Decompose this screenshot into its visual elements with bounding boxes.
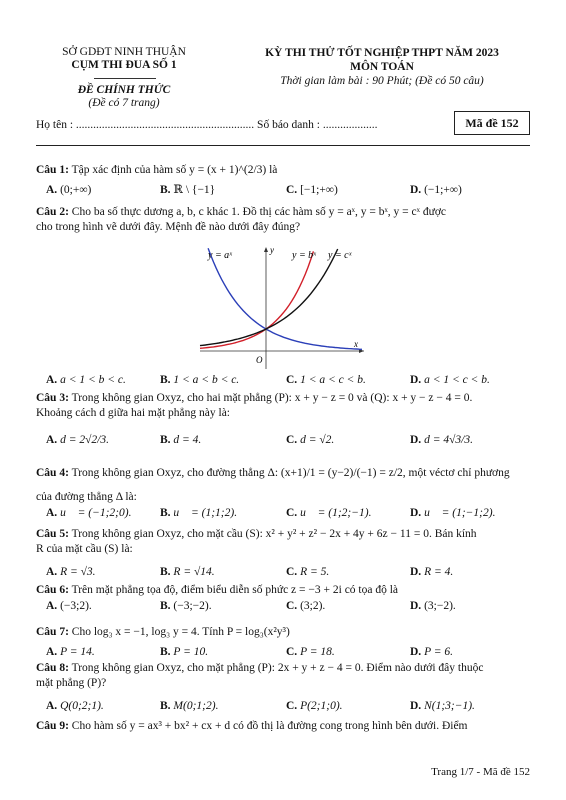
question-number: Câu 6: <box>36 584 69 596</box>
question-3 <box>36 391 534 421</box>
option-c: C. R = 5. <box>286 566 330 578</box>
question-text: Trên mặt phẳng tọa độ, điểm biểu diễn số phức z = −3 + 2i có tọa độ là <box>71 584 399 596</box>
option-a: A. u⃗ = (−1;2;0). <box>46 507 132 519</box>
option-a: A. R = √3. <box>46 566 96 578</box>
option-b: B. P = 10. <box>160 646 209 658</box>
question-text-2: Khoảng cách d giữa hai mặt phẳng này là: <box>36 407 231 419</box>
option-d: D. d = 4√3/3. <box>410 434 473 446</box>
question-4-line-2 <box>36 490 534 505</box>
option-b: B. ℝ \ {−1} <box>160 184 216 196</box>
option-b: B. (−3;−2). <box>160 600 212 612</box>
option-b: B. u⃗ = (1;1;2). <box>160 507 238 519</box>
question-number: Câu 5: <box>36 528 69 540</box>
option-d: D. u⃗ = (1;−1;2). <box>410 507 496 519</box>
option-c: C. u⃗ = (1;2;−1). <box>286 507 372 519</box>
question-text: Trong không gian Oxyz, cho hai mặt phẳng (P): x + y − z = 0 và (Q): x + y − z − 4 = 0. <box>71 392 473 404</box>
option-b: B. R = √14. <box>160 566 215 578</box>
question-number: Câu 7: <box>36 626 69 638</box>
page-footer: Trang 1/7 - Mã đề 152 <box>431 766 530 778</box>
question-text-2: mặt phẳng (P)? <box>36 677 107 689</box>
question-number: Câu 3: <box>36 392 69 404</box>
question-text-2: R của mặt cầu (S) là: <box>36 543 133 555</box>
question-2 <box>36 205 534 235</box>
option-b: B. M(0;1;2). <box>160 700 219 712</box>
question-text: Trong không gian Oxyz, cho mặt phẳng (P): 2x + y + z − 4 = 0. Điểm nào dưới đây thuộc <box>71 662 484 674</box>
question-text-2: cho trong hình vẽ dưới đây. Mệnh đề nào dưới đây đúng? <box>36 221 301 233</box>
option-a: A. a < 1 < b < c. <box>46 374 126 386</box>
time-info: Thời gian làm bài : 90 Phút; (Đề có 50 câu) <box>280 75 484 87</box>
department: SỞ GDĐT NINH THUẬN <box>62 46 186 58</box>
option-b: B. 1 < a < b < c. <box>160 374 240 386</box>
option-d: D. (3;−2). <box>410 600 456 612</box>
label-ya: y = aˣ <box>208 250 233 261</box>
option-d: D. N(1;3;−1). <box>410 700 475 712</box>
label-yc: y = cˣ <box>328 250 352 261</box>
option-c: C. [−1;+∞) <box>286 184 338 196</box>
question-text: Trong không gian Oxyz, cho đường thẳng Δ: (x+1)/1 = (y−2)/(−1) = z/2, một véctơ chỉ phương <box>71 467 510 479</box>
question-6 <box>36 583 534 598</box>
option-a: A. Q(0;2;1). <box>46 700 104 712</box>
subject: MÔN TOÁN <box>350 61 414 73</box>
question-7 <box>36 625 534 640</box>
exam-title: KỲ THI THỬ TỐT NGHIỆP THPT NĂM 2023 <box>265 47 499 59</box>
question-8 <box>36 661 534 691</box>
question-text: Cho hàm số y = ax³ + bx² + cx + d có đồ thị là đường cong trong hình bên dưới. Điểm <box>71 720 468 732</box>
label-y: y <box>270 245 274 255</box>
question-5 <box>36 527 534 557</box>
option-c: C. P(2;1;0). <box>286 700 343 712</box>
exponential-graph <box>196 243 372 373</box>
header-divider <box>94 78 156 79</box>
question-text: Tập xác định của hàm số y = (x + 1)^(2/3) là <box>71 164 278 176</box>
question-number: Câu 2: <box>36 206 69 218</box>
question-text: Trong không gian Oxyz, cho mặt cầu (S): x² + y² + z² − 2x + 4y + 6z − 11 = 0. Bán kính <box>71 528 477 540</box>
question-number: Câu 8: <box>36 662 69 674</box>
option-d: D. (−1;+∞) <box>410 184 462 196</box>
option-a: A. (−3;2). <box>46 600 92 612</box>
exam-code: Mã đề 152 <box>454 111 530 135</box>
header-rule <box>36 145 530 146</box>
option-c: C. P = 18. <box>286 646 335 658</box>
question-text: Cho ba số thực dương a, b, c khác 1. Đồ thị các hàm số y = aˣ, y = bˣ, y = cˣ được <box>71 206 447 218</box>
label-o: O <box>256 355 263 365</box>
question-text: Cho log₃ x = −1, log₃ y = 4. Tính P = log₃(x²y³) <box>71 626 290 638</box>
curve-b <box>200 251 313 348</box>
question-number: Câu 1: <box>36 164 69 176</box>
option-d: D. P = 6. <box>410 646 454 658</box>
option-a: A. d = 2√2/3. <box>46 434 109 446</box>
question-text-2: của đường thẳng Δ là: <box>36 491 137 503</box>
header-right <box>232 46 532 88</box>
cluster: CỤM THI ĐUA SỐ 1 <box>71 59 177 71</box>
label-yb: y = bˣ <box>292 250 317 261</box>
option-a: A. (0;+∞) <box>46 184 92 196</box>
official-label: ĐỀ CHÍNH THỨC <box>77 84 171 96</box>
option-c: C. (3;2). <box>286 600 326 612</box>
option-a: A. P = 14. <box>46 646 95 658</box>
question-number: Câu 4: <box>36 467 69 479</box>
question-number: Câu 9: <box>36 720 69 732</box>
label-x: x <box>354 339 358 349</box>
option-c: C. 1 < a < c < b. <box>286 374 366 386</box>
option-c: C. d = √2. <box>286 434 335 446</box>
page-count: (Đề có 7 trang) <box>88 97 160 109</box>
option-d: D. a < 1 < c < b. <box>410 374 490 386</box>
option-b: B. d = 4. <box>160 434 202 446</box>
question-9 <box>36 719 534 734</box>
question-4 <box>36 466 534 481</box>
option-d: D. R = 4. <box>410 566 454 578</box>
name-line: Họ tên : .............................................................. Số báo danh : ................... <box>36 119 378 131</box>
question-1 <box>36 163 534 178</box>
curve-a <box>208 248 362 349</box>
